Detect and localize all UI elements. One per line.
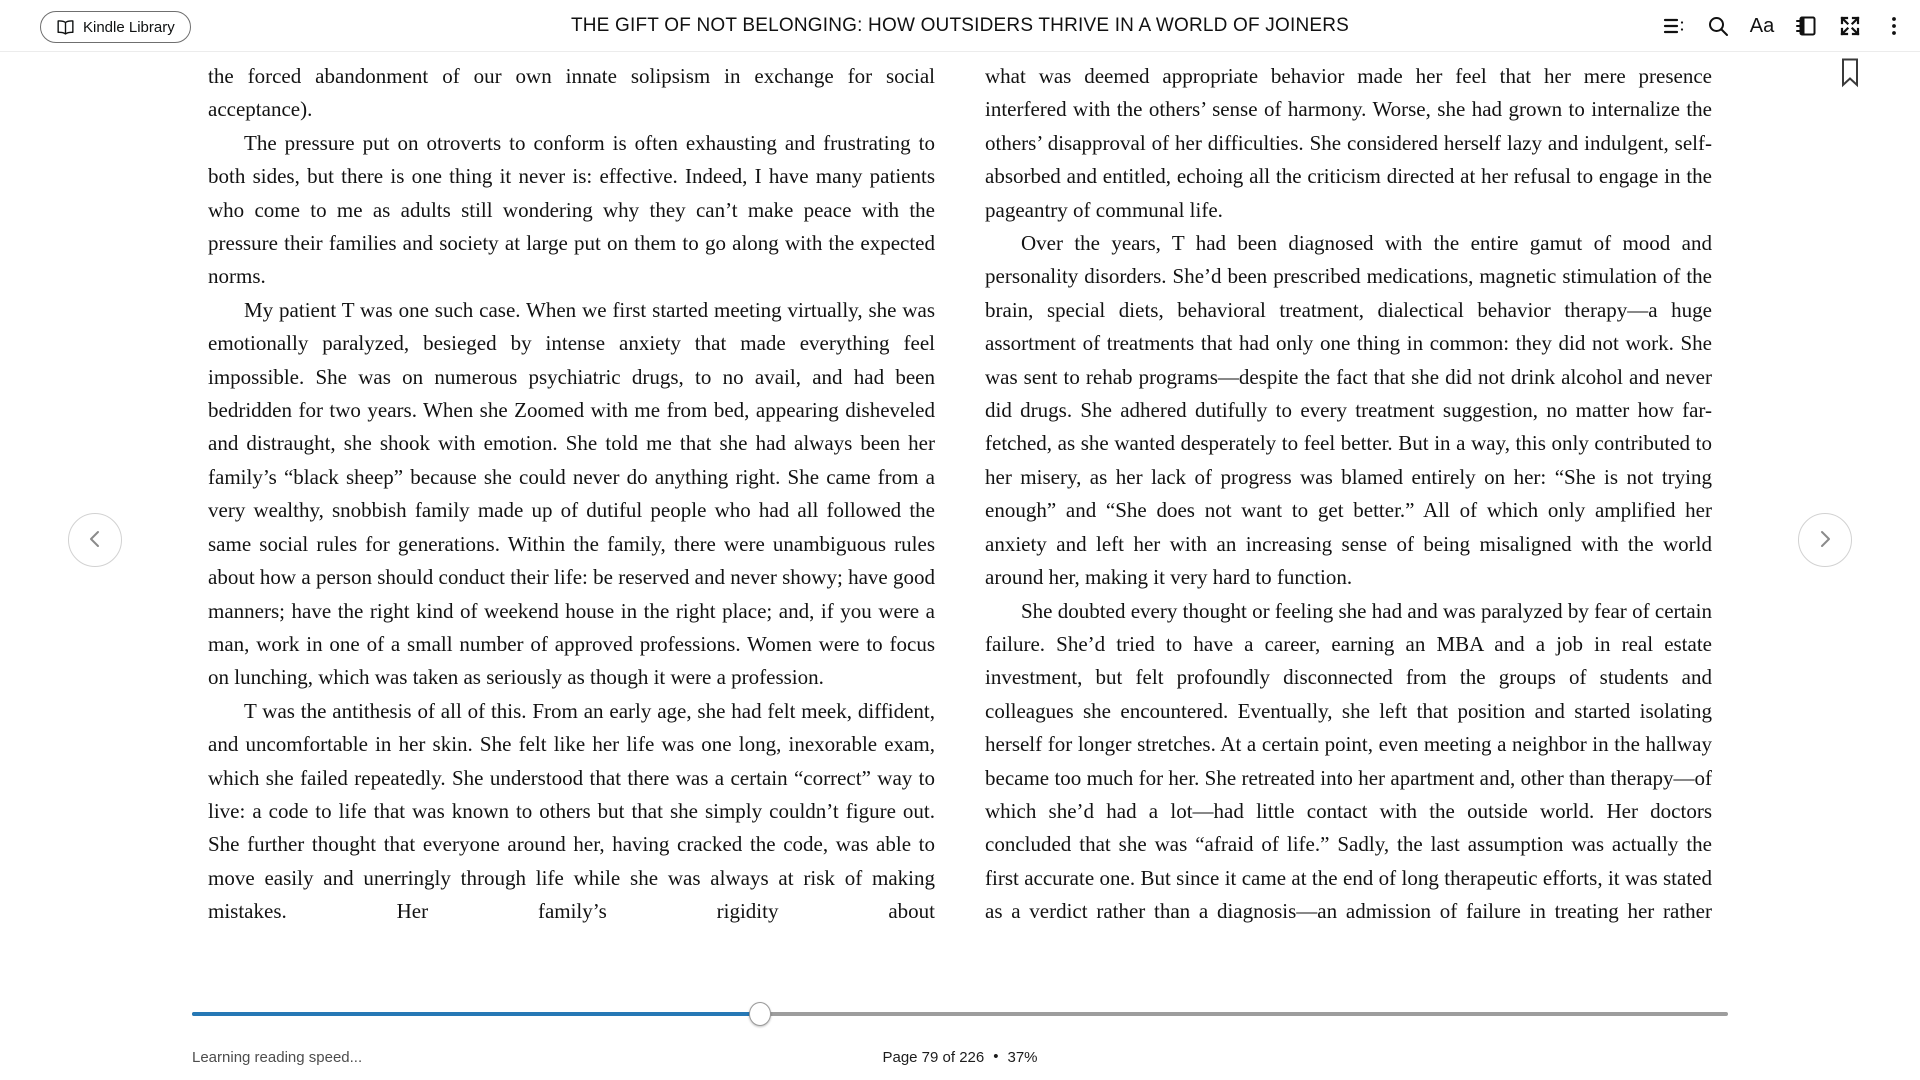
- header-bar: [0, 0, 1920, 52]
- toc-icon[interactable]: [1662, 14, 1686, 38]
- kindle-library-button[interactable]: [40, 11, 191, 43]
- paragraph: what was deemed appropriate behavior made her feel that her mere presence interfered with the others’ sense of harmony. Worse, she had grown to internalize the others’ disapproval of her difficulties. She considered herself lazy and indulgent, self-absorbed and entitled, echoing all the criticism directed at her refusal to engage in the pageantry of communal life.: [985, 64, 1712, 222]
- reading-progress-slider[interactable]: [192, 1012, 1728, 1016]
- paragraph: My patient T was one such case. When we first started meeting virtually, she was emotionally paralyzed, besieged by intense anxiety that made everything feel impossible. She was on numerous psychiatric drugs, to no avail, and had been bedridden for two years. When she Zoomed with me from bed, appearing disheveled and distraught, she shook with emotion. She told me that she had always been her family’s “black sheep” because she could never do anything right. She came from a very wealthy, snobbish family made up of dutiful people who had all followed the same social rules for generations. Within the family, there were unambiguous rules about how a person should conduct their life: be reserved and never showy; have good manners; have the right kind of weekend house in the right place; and, if you were a man, work in one of a small number of approved professions. Women were to focus on lunching, which was taken as seriously as though it were a profession.: [208, 297, 935, 690]
- paragraph: T was the antithesis of all of this. From an early age, she had felt meek, diffident, and uncomfortable in her skin. She felt like her life was one long, inexorable exam, which she failed repeatedly. She understood that there was a certain “correct” way to live: a code to life that was known to others but that she simply couldn’t figure out. She further thought that everyone around her, having cracked the code, was able to move easily and unerringly through life while she was always at risk of making mistakes. Her family’s rigidity about: [208, 698, 935, 924]
- bookmark-icon[interactable]: [1841, 58, 1859, 88]
- paragraph: Over the years, T had been diagnosed with the entire gamut of mood and personality disorders. She’d been prescribed medications, magnetic stimulation of the brain, special diets, behavioral treatment, dialectical behavior therapy—a huge assortment of treatments that had only one thing in common: they did not work. She was sent to rehab programs—despite the fact that she did not drink alcohol and never did drugs. She adhered dutifully to every treatment suggestion, no matter how far-fetched, as she wanted desperately to feel better. But in a way, this only contributed to her misery, as her lack of progress was blamed entirely on her: “She is not trying enough” and “She does not want to get better.” All of which only amplified her anxiety and left her with an increasing sense of being misaligned with the world around her, making it very hard to function.: [985, 231, 1712, 590]
- chevron-right-icon: [1814, 528, 1836, 553]
- chevron-left-icon: [84, 528, 106, 553]
- toolbar: [1662, 0, 1906, 52]
- page-number-label: Page 79 of 226: [882, 1049, 985, 1066]
- book-title: THE GIFT OF NOT BELONGING: HOW OUTSIDERS THRIVE IN A WORLD OF JOINERS: [570, 15, 1350, 36]
- progress-fill: [192, 1012, 760, 1016]
- reading-speed-status: Learning reading speed...: [192, 1049, 363, 1066]
- text-column-right: [985, 60, 1712, 980]
- percent-label: 37%: [1007, 1049, 1038, 1066]
- more-options-icon[interactable]: [1882, 14, 1906, 38]
- progress-thumb[interactable]: [749, 1002, 771, 1026]
- previous-page-button[interactable]: [68, 513, 122, 567]
- search-icon[interactable]: [1706, 14, 1730, 38]
- text-column-left: [208, 60, 935, 980]
- page-info: [0, 1049, 1920, 1066]
- paragraph: She doubted every thought or feeling she had and was paralyzed by fear of certain failure. She’d tried to have a career, earning an MBA and a job in real estate investment, but felt profoundly disconnected from the groups of students and colleagues she encountered. Eventually, she left that position and started isolating herself for longer stretches. At a certain point, even meeting a neighbor in the hallway became too much for her. She retreated into her apartment and, other than therapy—of which she’d had a lot—had little contact with the outside world. Her doctors concluded that she was “afraid of life.” Sadly, the last assumption was actually the first accurate one. But since it came at the end of long therapeutic efforts, it was stated as a verdict rather than a diagnosis—an admission of failure in treating her rather: [985, 598, 1712, 924]
- font-settings-icon[interactable]: Aa: [1749, 14, 1775, 37]
- fullscreen-icon[interactable]: [1838, 14, 1862, 38]
- next-page-button[interactable]: [1798, 513, 1852, 567]
- open-book-icon: [56, 19, 75, 36]
- kindle-library-label: Kindle Library: [83, 18, 175, 36]
- notebook-icon[interactable]: [1794, 14, 1818, 38]
- paragraph: the forced abandonment of our own innate solipsism in exchange for social acceptance).: [208, 64, 935, 122]
- paragraph: The pressure put on otroverts to conform is often exhausting and frustrating to both sides, but there is one thing it never is: effective. Indeed, I have many patients who come to me as adults still wondering why they can’t make peace with the pressure their families and society at large put on them to go along with the expected norms.: [208, 130, 935, 289]
- separator-dot: •: [993, 1048, 999, 1065]
